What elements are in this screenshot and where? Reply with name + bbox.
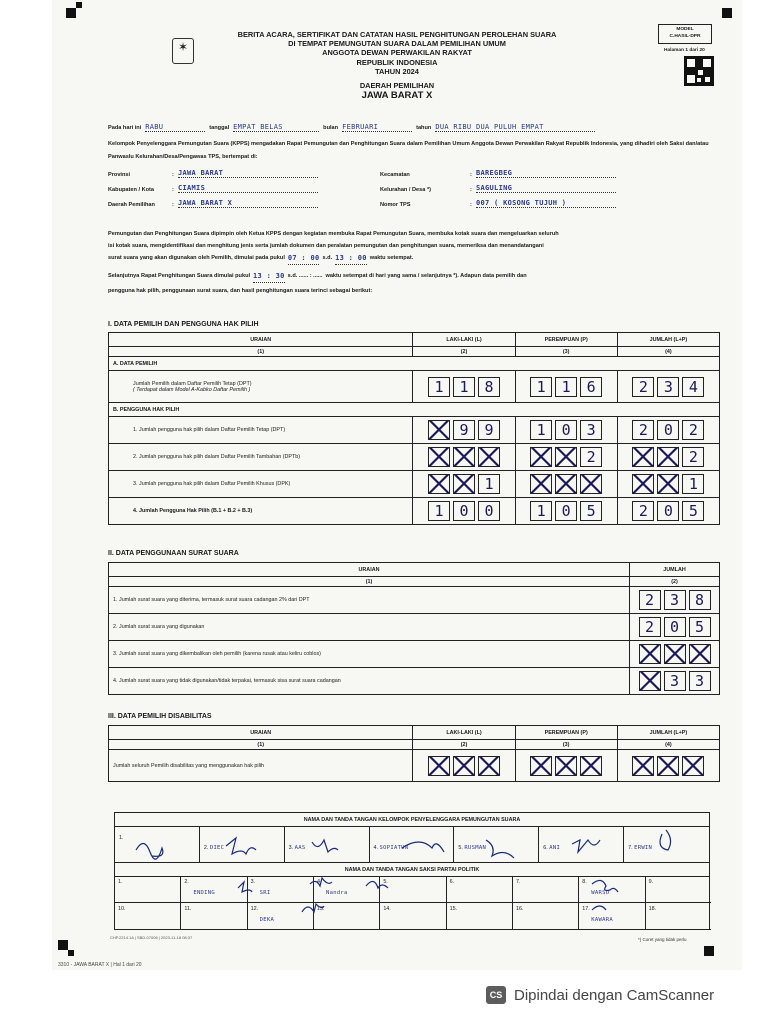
witness-number: 7.	[515, 879, 521, 885]
crossed-digit-box	[664, 644, 686, 664]
digit-box: 5	[682, 501, 704, 521]
digit-boxes	[520, 420, 613, 440]
count-end-time: s.d. ...... : ......	[287, 273, 323, 279]
village-value: SAGULING	[476, 185, 616, 193]
digit-boxes	[417, 474, 510, 494]
witness-number: 18.	[648, 906, 657, 912]
tps-label: Nomor TPS	[380, 202, 411, 208]
witness-name: SRI	[259, 890, 271, 896]
signature-title: NAMA DAN TANDA TANGAN KELOMPOK PENYELENGGARA PEMUNGUTAN SUARA	[115, 813, 710, 827]
crossed-digit-box	[453, 756, 475, 776]
row-label: 1. Jumlah pengguna hak pilih dalam Daftar Pemilih Tetap (DPT)	[109, 417, 413, 444]
digit-box: 0	[664, 617, 686, 637]
signature-scribbles	[114, 826, 710, 930]
digit-box: 8	[478, 377, 500, 397]
digit-boxes	[622, 447, 715, 467]
paragraph-line: pengguna hak pilih, penggunaan surat suara, dan hasil penghitungan suara terinci sebagai berikut:	[108, 288, 373, 294]
ballot-usage-table	[108, 562, 720, 695]
witness-number: 4.	[316, 879, 322, 885]
digit-boxes	[622, 377, 715, 397]
crossed-digit-box	[530, 447, 552, 467]
crossed-digit-box	[657, 447, 679, 467]
section-title: I. DATA PEMILIH DAN PENGGUNA HAK PILIH	[108, 321, 259, 328]
crossed-digit-box	[428, 474, 450, 494]
row-label: 2. Jumlah pengguna hak pilih dalam Daftar Pemilih Tambahan (DPTb)	[109, 444, 413, 471]
witness-number: 8.	[582, 879, 587, 885]
witness-number: 16.	[515, 906, 524, 912]
crossed-digit-box	[530, 756, 552, 776]
tps-value: 007 ( KOSONG TUJUH )	[476, 200, 616, 208]
digit-box: 2	[639, 617, 661, 637]
table-row	[109, 371, 720, 403]
model-label: MODEL	[676, 27, 694, 32]
location-block: Provinsi : JAWA BARAT Kabupaten / Kota : CIAMIS Daerah Pemilihan : JAWA BARAT X Kecamatan : BAREGBEG Kelurahan / Desa *) : SAGULING Nomor TPS : 007 ( KOSONG TUJUH )	[108, 172, 720, 214]
paragraph-line: waktu setempat di hari yang sama / selanjutnya *). Adapun data pemilih dan	[325, 273, 527, 279]
subdistrict-value: BAREGBEG	[476, 170, 616, 178]
header-line: BERITA ACARA, SERTIFIKAT DAN CATATAN HASIL PENGHITUNGAN PEROLEHAN SUARA	[237, 30, 557, 39]
column-header: URAIAN	[109, 333, 413, 347]
group-title: A. DATA PEMILIH	[109, 357, 720, 371]
digit-box: 4	[682, 377, 704, 397]
row-label: Jumlah Pemilih dalam Daftar Pemilih Tetap (DPT)	[133, 380, 252, 387]
table-row	[109, 471, 720, 498]
section-title: III. DATA PEMILIH DISABILITAS	[108, 713, 212, 720]
paragraph-line: isi kotak suara, mengidentifikasi dan menghitung jenis serta jumlah dokumen dan peralatan pemungutan dan penghitungan suara, memeriksa dan menandatangani	[108, 243, 544, 249]
digit-boxes	[622, 756, 715, 776]
column-number: (4)	[617, 347, 719, 357]
table-row	[109, 417, 720, 444]
kpps-signature-cell: 7. ERWIN	[624, 827, 710, 863]
crossed-digit-box	[657, 474, 679, 494]
footer-note: *) Coret yang tidak perlu	[638, 937, 687, 942]
witness-number: 9.	[648, 879, 654, 885]
digit-box: 6	[580, 377, 602, 397]
digit-box: 1	[428, 377, 450, 397]
until-label: s.d.	[322, 255, 333, 261]
kpps-signature-cell: 3. AAS	[284, 827, 369, 863]
witness-name: ENDING	[193, 890, 215, 896]
document-header	[52, 30, 742, 102]
crossed-digit-box	[478, 756, 500, 776]
crossed-digit-box	[555, 474, 577, 494]
crossed-digit-box	[555, 447, 577, 467]
column-number: (1)	[109, 347, 413, 357]
digit-box: 3	[689, 671, 711, 691]
crossed-digit-box	[689, 644, 711, 664]
digit-boxes	[417, 377, 510, 397]
district-value: JAWA BARAT X	[178, 200, 318, 208]
crossed-digit-box	[478, 447, 500, 467]
digit-boxes	[622, 474, 715, 494]
digit-box: 2	[632, 377, 654, 397]
subdistrict-label: Kecamatan	[380, 172, 410, 178]
intro-paragraph: Kelompok Penyelenggara Pemungutan Suara (KPPS) mengadakan Rapat Pemungutan dan Penghitungan Suara dalam Pemilihan Umum Anggota Dewan Perwakilan Rakyat Republik Indonesia, yang dihadiri oleh Saksi dan/atau Panwaslu Kelurahan/Desa/Pengawas TPS, bertempat di:	[108, 141, 709, 160]
registration-mark	[58, 940, 68, 950]
column-number: (3)	[515, 740, 617, 750]
crossed-digit-box	[428, 420, 450, 440]
paragraph-line: Selanjutnya Rapat Penghitungan Suara dimulai pukul	[108, 273, 251, 279]
registration-mark	[66, 8, 76, 18]
column-number: (2)	[413, 740, 515, 750]
digit-box: 2	[639, 590, 661, 610]
digit-boxes	[417, 420, 510, 440]
crossed-digit-box	[657, 756, 679, 776]
column-number: (2)	[413, 347, 515, 357]
month-label: bulan	[323, 125, 339, 131]
paragraph-line: Pemungutan dan Penghitungan Suara dipimpin oleh Ketua KPPS dengan kegiatan membuka Rapat Pemungutan Suara, membuka kotak suara dan mengeluarkan seluruh	[108, 231, 559, 237]
row-label: 4. Jumlah surat suara yang tidak digunakan/tidak terpakai, termasuk sisa surat suara cadangan	[109, 668, 630, 695]
table-row	[109, 444, 720, 471]
digit-box: 0	[453, 501, 475, 521]
header-line: TAHUN 2024	[375, 66, 419, 76]
digit-box: 2	[632, 420, 654, 440]
digit-box: 3	[657, 377, 679, 397]
digit-box: 0	[657, 420, 679, 440]
digit-boxes	[634, 617, 715, 637]
crossed-digit-box	[682, 756, 704, 776]
crossed-digit-box	[632, 447, 654, 467]
digit-boxes	[634, 644, 715, 664]
digit-box: 3	[580, 420, 602, 440]
registration-mark	[722, 8, 732, 18]
camscanner-watermark	[486, 986, 714, 1004]
digit-box: 0	[555, 501, 577, 521]
digit-box: 3	[664, 590, 686, 610]
digit-box: 2	[632, 501, 654, 521]
start-time: 07 : 00	[288, 252, 320, 265]
kpps-signature-cell: 1.	[115, 827, 200, 863]
regency-label: Kabupaten / Kota	[108, 187, 154, 193]
disability-table	[108, 725, 720, 782]
digit-box: 0	[657, 501, 679, 521]
column-header: LAKI-LAKI (L)	[413, 726, 515, 740]
digit-box: 5	[689, 617, 711, 637]
witness-name: DEKA	[259, 917, 275, 923]
crossed-digit-box	[632, 756, 654, 776]
witness-number: 17.	[582, 906, 590, 912]
digit-box: 1	[555, 377, 577, 397]
witness-number: 11.	[184, 906, 192, 912]
digit-box: 2	[682, 447, 704, 467]
digit-boxes	[634, 590, 715, 610]
digit-box: 1	[453, 377, 475, 397]
year-value: DUA RIBU DUA PULUH EMPAT	[435, 124, 595, 132]
witness-number: 15.	[449, 906, 458, 912]
witness-number: 14.	[383, 906, 391, 912]
witness-number: 13.	[316, 906, 325, 912]
registration-mark	[76, 2, 82, 8]
digit-box: 5	[580, 501, 602, 521]
header-line: ANGGOTA DEWAN PERWAKILAN RAKYAT	[322, 48, 472, 58]
village-label: Kelurahan / Desa *)	[380, 187, 431, 193]
witness-name: Nandra	[325, 890, 348, 896]
table-row	[109, 614, 720, 641]
section-title: II. DATA PENGGUNAAN SURAT SUARA	[108, 550, 239, 557]
crossed-digit-box	[639, 644, 661, 664]
digit-box: 0	[555, 420, 577, 440]
table-row	[109, 750, 720, 782]
model-code: C.HASIL-DPR	[669, 34, 701, 39]
voter-data-table	[108, 332, 720, 525]
digit-boxes	[417, 501, 510, 521]
month-value: FEBRUARI	[342, 124, 412, 132]
header-line: REPUBLIK INDONESIA	[356, 57, 438, 67]
table-row	[109, 641, 720, 668]
end-time: 13 : 00	[335, 252, 367, 265]
column-number: (2)	[630, 577, 720, 587]
witness-number: 5.	[383, 879, 388, 885]
date-label: tanggal	[209, 125, 230, 131]
date-value: EMPAT BELAS	[233, 124, 319, 132]
digit-boxes	[417, 756, 510, 776]
time-suffix: waktu setempat.	[369, 255, 414, 261]
witness-number: 6.	[449, 879, 455, 885]
digit-boxes	[634, 671, 715, 691]
digit-box: 1	[478, 474, 500, 494]
column-header: JUMLAH	[630, 563, 720, 577]
row-label: 3. Jumlah surat suara yang dikembalikan oleh pemilih (karena rusak atau keliru coblos)	[109, 641, 630, 668]
row-note: ( Terdapat dalam Model A-Kabko Daftar Pemilih )	[133, 386, 251, 393]
table-row	[109, 587, 720, 614]
table-row	[109, 498, 720, 525]
province-label: Provinsi	[108, 172, 131, 178]
kpps-signature-cell: 6. ANI	[539, 827, 624, 863]
kpps-signature-cell: 4. SOPIATUN	[369, 827, 454, 863]
registration-mark	[704, 946, 714, 956]
camscanner-text: Dipindai dengan CamScanner	[514, 986, 715, 1004]
column-number: (1)	[109, 577, 630, 587]
digit-boxes	[622, 420, 715, 440]
column-number: (4)	[617, 740, 719, 750]
table-row	[109, 668, 720, 695]
column-number: (1)	[109, 740, 413, 750]
digit-box: 9	[478, 420, 500, 440]
row-label: 1. Jumlah surat suara yang diterima, termasuk surat suara cadangan 2% dari DPT	[109, 587, 630, 614]
digit-box: 1	[530, 420, 552, 440]
digit-box: 0	[478, 501, 500, 521]
digit-box: 1	[682, 474, 704, 494]
day-value: RABU	[145, 124, 205, 132]
region-value: JAWA BARAT X	[361, 90, 433, 102]
regency-value: CIAMIS	[178, 185, 318, 193]
region-label: DAERAH PEMILIHAN	[359, 81, 435, 91]
kpps-signature-cell: 5. RUSMAN	[454, 827, 539, 863]
column-number: (3)	[515, 347, 617, 357]
digit-boxes	[520, 474, 613, 494]
digit-boxes	[520, 377, 613, 397]
crossed-digit-box	[453, 474, 475, 494]
digit-boxes	[417, 447, 510, 467]
column-header: URAIAN	[109, 726, 413, 740]
digit-box: 9	[453, 420, 475, 440]
crossed-digit-box	[580, 474, 602, 494]
kpps-signature-cell: 2. DIEC	[199, 827, 284, 863]
row-label: 4. Jumlah Pengguna Hak Pilih (B.1 + B.2 + B.3)	[109, 498, 413, 525]
group-title: B. PENGGUNA HAK PILIH	[109, 403, 720, 417]
crossed-digit-box	[453, 447, 475, 467]
count-start-time: 13 : 30	[253, 270, 285, 283]
digit-box: 1	[428, 501, 450, 521]
registration-mark	[68, 950, 74, 956]
column-header: JUMLAH (L+P)	[617, 333, 719, 347]
paper-sheet	[52, 0, 742, 970]
witness-number: 12.	[250, 906, 259, 912]
digit-box: 8	[689, 590, 711, 610]
digit-box: 2	[580, 447, 602, 467]
witness-number: 1.	[118, 879, 123, 885]
footer-code: CHP.2214.1A | SBD-07006 | 2023-11-18 08:37	[110, 935, 193, 940]
crossed-digit-box	[555, 756, 577, 776]
witness-name: KAWARA	[591, 917, 613, 923]
paragraph-line: surat suara yang akan digunakan oleh Pemilih, dimulai pada pukul	[108, 255, 285, 261]
digit-boxes	[622, 501, 715, 521]
digit-box: 3	[664, 671, 686, 691]
witness-number: 10.	[118, 906, 126, 912]
procedure-paragraph	[108, 228, 720, 297]
witness-number: 3.	[250, 879, 256, 885]
kpu-logo: ✶	[172, 38, 194, 64]
header-line: DI TEMPAT PEMUNGUTAN SUARA DALAM PEMILIHAN UMUM	[288, 39, 506, 49]
year-label: tahun	[416, 125, 432, 131]
row-label: Jumlah seluruh Pemilih disabilitas yang menggunakan hak pilih	[109, 750, 413, 782]
digit-box: 2	[682, 420, 704, 440]
row-label: 3. Jumlah pengguna hak pilih dalam Daftar Pemilih Khusus (DPK)	[109, 471, 413, 498]
crossed-digit-box	[580, 756, 602, 776]
digit-box: 1	[530, 501, 552, 521]
crossed-digit-box	[632, 474, 654, 494]
province-value: JAWA BARAT	[178, 170, 318, 178]
date-line	[108, 124, 708, 132]
camscanner-logo: CS	[486, 986, 506, 1004]
column-header: PEREMPUAN (P)	[515, 333, 617, 347]
date-prefix: Pada hari ini	[108, 125, 142, 131]
column-header: PEREMPUAN (P)	[515, 726, 617, 740]
page-number: Halaman 1 dari 20	[664, 48, 705, 53]
crossed-digit-box	[428, 756, 450, 776]
crossed-digit-box	[428, 447, 450, 467]
column-header: JUMLAH (L+P)	[617, 726, 719, 740]
digit-boxes	[520, 501, 613, 521]
district-label: Daerah Pemilihan	[108, 202, 155, 208]
witness-name: WARSO	[591, 890, 610, 896]
witness-number: 2.	[184, 879, 189, 885]
column-header: LAKI-LAKI (L)	[413, 333, 515, 347]
digit-box: 1	[530, 377, 552, 397]
digit-boxes	[520, 756, 613, 776]
row-label: 2. Jumlah surat suara yang digunakan	[109, 614, 630, 641]
column-header: URAIAN	[109, 563, 630, 577]
digit-boxes	[520, 447, 613, 467]
crossed-digit-box	[530, 474, 552, 494]
crossed-digit-box	[639, 671, 661, 691]
footer-page: 3310 - JAWA BARAT X | Hal 1 dari 20	[58, 962, 142, 968]
signature-title: NAMA DAN TANDA TANGAN SAKSI PARTAI POLITIK	[115, 863, 710, 877]
